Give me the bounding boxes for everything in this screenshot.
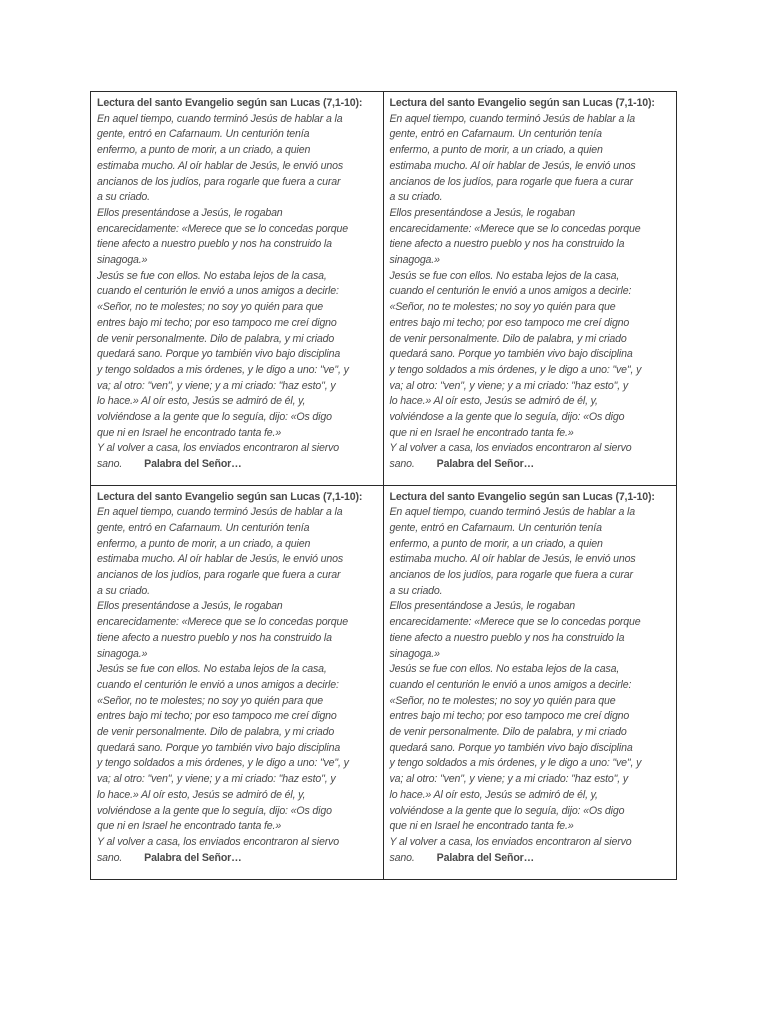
reading-text (97, 505, 379, 866)
reading-body: En aquel tiempo, cuando terminó Jesús de hablar a la gente, entró en Cafarnaum. Un centurión tenía enfermo, a punto de morir, a un criado, a quien estimaba mucho. Al oír hablar de Jesús, le envió unos ancianos de los judíos, para rogarle que fuera a curar a su criado. Ellos presentándose a Jesús, le rogaban encarecidamente: «Merece que se lo concedas porque tiene afecto a nuestro pueblo y nos ha construido la sinagoga.» Jesús se fue con ellos. No estaba lejos de la casa, cuando el centurión le envió a unos amigos a decirle: «Señor, no te molestes; no soy yo quién para que entres bajo mi techo; por eso tampoco me creí digno de venir personalmente. Dilo de palabra, y mi criado quedará sano. Porque yo también vivo bajo disciplina y tengo soldados a mis órdenes, y le digo a uno: "ve", y va; al otro: "ven", y viene; y a mi criado: "haz esto", y lo hace.» Al oír esto, Jesús se admiró de él, y, volviéndose a la gente que lo seguía, dijo: «Os digo que ni en Israel he encontrado tanta fe.» Y al volver a casa, los enviados encontraron al siervo sano. (97, 506, 349, 864)
reading-text (390, 112, 673, 473)
reading-body: En aquel tiempo, cuando terminó Jesús de hablar a la gente, entró en Cafarnaum. Un centurión tenía enfermo, a punto de morir, a un criado, a quien estimaba mucho. Al oír hablar de Jesús, le envió unos ancianos de los judíos, para rogarle que fuera a curar a su criado. Ellos presentándose a Jesús, le rogaban encarecidamente: «Merece que se lo concedas porque tiene afecto a nuestro pueblo y nos ha construido la sinagoga.» Jesús se fue con ellos. No estaba lejos de la casa, cuando el centurión le envió a unos amigos a decirle: «Señor, no te molestes; no soy yo quién para que entres bajo mi techo; por eso tampoco me creí digno de venir personalmente. Dilo de palabra, y mi criado quedará sano. Porque yo también vivo bajo disciplina y tengo soldados a mis órdenes, y le digo a uno: "ve", y va; al otro: "ven", y viene; y a mi criado: "haz esto", y lo hace.» Al oír esto, Jesús se admiró de él, y, volviéndose a la gente que lo seguía, dijo: «Os digo que ni en Israel he encontrado tanta fe.» Y al volver a casa, los enviados encontraron al siervo sano. (389, 112, 642, 471)
closing-acclamation: Palabra del Señor… (144, 851, 242, 864)
reading-body: En aquel tiempo, cuando terminó Jesús de hablar a la gente, entró en Cafarnaum. Un centurión tenía enfermo, a punto de morir, a un criado, a quien estimaba mucho. Al oír hablar de Jesús, le envió unos ancianos de los judíos, para rogarle que fuera a curar a su criado. Ellos presentándose a Jesús, le rogaban encarecidamente: «Merece que se lo concedas porque tiene afecto a nuestro pueblo y nos ha construido la sinagoga.» Jesús se fue con ellos. No estaba lejos de la casa, cuando el centurión le envió a unos amigos a decirle: «Señor, no te molestes; no soy yo quién para que entres bajo mi techo; por eso tampoco me creí digno de venir personalmente. Dilo de palabra, y mi criado quedará sano. Porque yo también vivo bajo disciplina y tengo soldados a mis órdenes, y le digo a uno: "ve", y va; al otro: "ven", y viene; y a mi criado: "haz esto", y lo hace.» Al oír esto, Jesús se admiró de él, y, volviéndose a la gente que lo seguía, dijo: «Os digo que ni en Israel he encontrado tanta fe.» Y al volver a casa, los enviados encontraron al siervo sano. (97, 112, 349, 471)
reading-heading: Lectura del santo Evangelio según san Lucas (7,1-10): (97, 490, 363, 503)
reading-heading: Lectura del santo Evangelio según san Lucas (7,1-10): (389, 97, 655, 109)
closing-acclamation: Palabra del Señor… (436, 458, 535, 471)
reading-body: En aquel tiempo, cuando terminó Jesús de hablar a la gente, entró en Cafarnaum. Un centurión tenía enfermo, a punto de morir, a un criado, a quien estimaba mucho. Al oír hablar de Jesús, le envió unos ancianos de los judíos, para rogarle que fuera a curar a su criado. Ellos presentándose a Jesús, le rogaban encarecidamente: «Merece que se lo concedas porque tiene afecto a nuestro pueblo y nos ha construido la sinagoga.» Jesús se fue con ellos. No estaba lejos de la casa, cuando el centurión le envió a unos amigos a decirle: «Señor, no te molestes; no soy yo quién para que entres bajo mi techo; por eso tampoco me creí digno de venir personalmente. Dilo de palabra, y mi criado quedará sano. Porque yo también vivo bajo disciplina y tengo soldados a mis órdenes, y le digo a uno: "ve", y va; al otro: "ven", y viene; y a mi criado: "haz esto", y lo hace.» Al oír esto, Jesús se admiró de él, y, volviéndose a la gente que lo seguía, dijo: «Os digo que ni en Israel he encontrado tanta fe.» Y al volver a casa, los enviados encontraron al siervo sano. (389, 506, 642, 864)
closing-acclamation: Palabra del Señor… (144, 458, 242, 471)
reading-heading: Lectura del santo Evangelio según san Lucas (7,1-10): (389, 490, 655, 503)
reading-card (91, 92, 384, 486)
reading-cards-table (90, 91, 677, 880)
reading-text (390, 505, 673, 866)
reading-text (97, 112, 379, 473)
reading-card (91, 486, 384, 880)
reading-card (384, 486, 677, 880)
reading-heading: Lectura del santo Evangelio según san Lucas (7,1-10): (97, 97, 363, 109)
closing-acclamation: Palabra del Señor… (436, 851, 535, 864)
reading-card (384, 92, 677, 486)
